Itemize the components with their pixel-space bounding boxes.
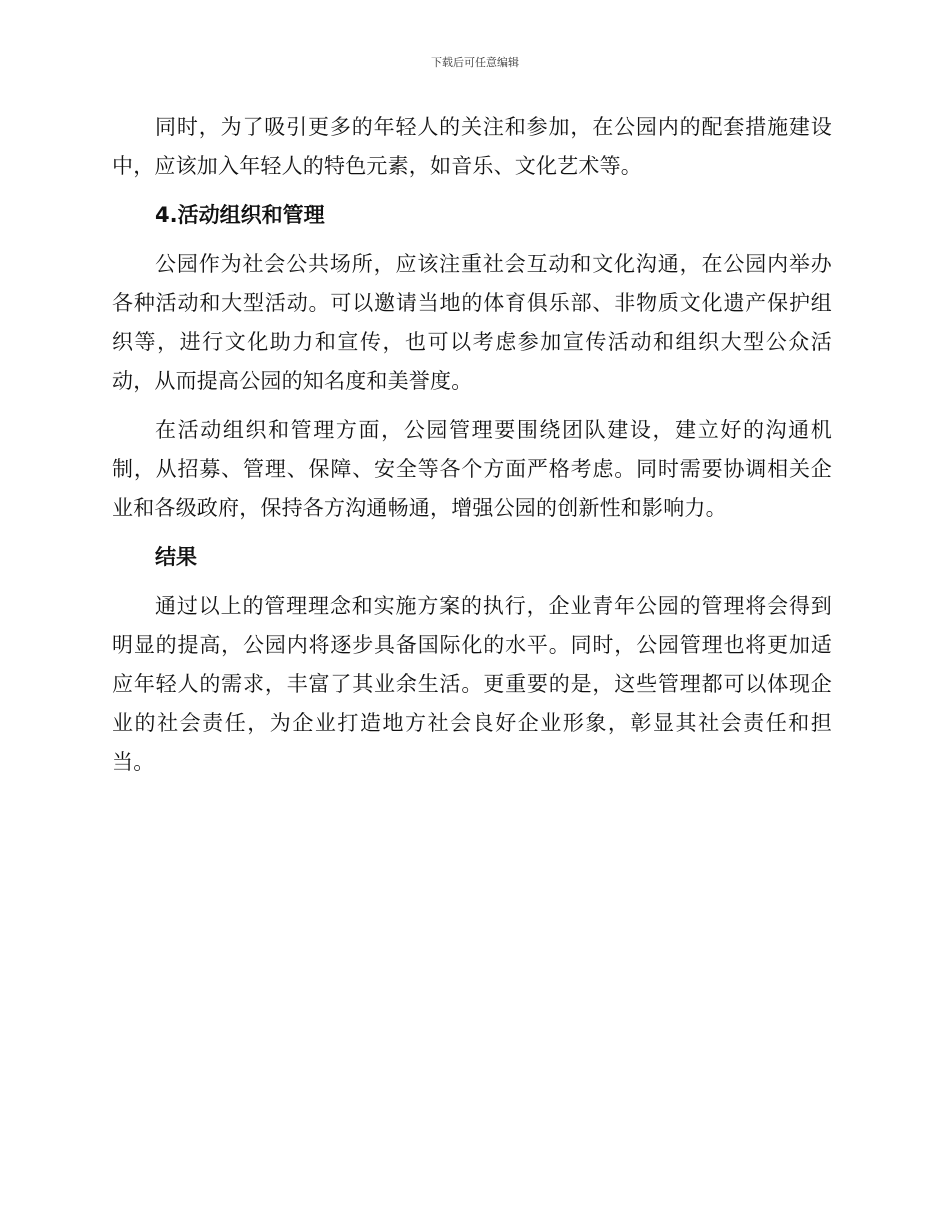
section-heading-activities: 4.活动组织和管理 xyxy=(155,203,325,227)
page-header: 下载后可任意编辑 xyxy=(431,56,519,69)
paragraph-management: 在活动组织和管理方面，公园管理要围绕团队建设，建立好的沟通机制，从招募、管理、保障、安全等各个方面严格考虑。同时需要协调相关企业和各级政府，保持各方沟通畅通，增强公园的创新性和影响力。 xyxy=(112,418,832,520)
paragraph-results: 通过以上的管理理念和实施方案的执行，企业青年公园的管理将会得到明显的提高，公园内将逐步具备国际化的水平。同时，公园管理也将更加适应年轻人的需求，丰富了其业余生活。更重要的是，这些管理都可以体现企业的社会责任，为企业打造地方社会良好企业形象，彰显其社会责任和担当。 xyxy=(112,594,832,774)
paragraph-youth-elements: 同时，为了吸引更多的年轻人的关注和参加，在公园内的配套措施建设中，应该加入年轻人的特色元素，如音乐、文化艺术等。 xyxy=(112,115,832,178)
paragraph-activities: 公园作为社会公共场所，应该注重社会互动和文化沟通，在公园内举办各种活动和大型活动。可以邀请当地的体育俱乐部、非物质文化遗产保护组织等，进行文化助力和宣传，也可以考虑参加宣传活动和组织大型公众活动，从而提高公园的知名度和美誉度。 xyxy=(112,252,832,393)
document-body xyxy=(112,108,832,792)
section-heading-results: 结果 xyxy=(155,545,197,569)
